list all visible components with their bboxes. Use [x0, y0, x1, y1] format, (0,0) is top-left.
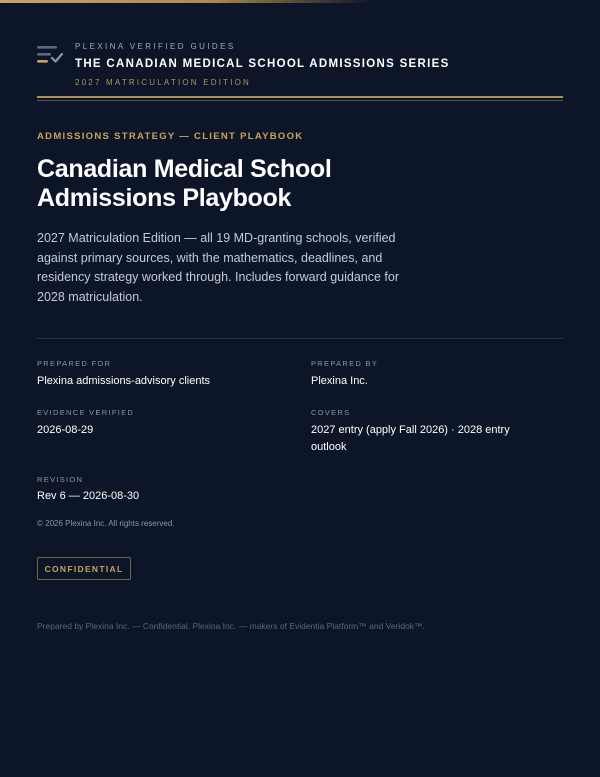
edition-label: 2027 MATRICULATION EDITION — [75, 78, 252, 87]
confidential-badge: CONFIDENTIAL — [37, 557, 131, 580]
series-title: THE CANADIAN MEDICAL SCHOOL ADMISSIONS SERIES — [75, 58, 450, 70]
revision-value: Rev 6 — 2026-08-30 — [37, 490, 140, 502]
covers-label: COVERS — [311, 408, 351, 417]
evidence-verified-value: 2026-08-29 — [37, 424, 94, 436]
revision-label: REVISION — [37, 475, 84, 484]
top-accent-bar — [0, 0, 600, 3]
prepared-for-value: Plexina admissions-advisory clients — [37, 375, 211, 387]
footer-note: Prepared by Plexina Inc. — Confidential. Plexina Inc. — makers of Evidentia Platform™ and Veridok™. — [37, 621, 425, 631]
section-divider — [37, 338, 563, 339]
document-title: Canadian Medical School Admissions Playbook — [37, 155, 332, 212]
covers-value: 2027 entry (apply Fall 2026) · 2028 entry outlook — [311, 424, 510, 453]
prepared-by-label: PREPARED BY — [311, 359, 379, 368]
document-eyebrow: ADMISSIONS STRATEGY — CLIENT PLAYBOOK — [37, 131, 304, 142]
prepared-for-label: PREPARED FOR — [37, 359, 112, 368]
document-lede: 2027 Matriculation Edition — all 19 MD-granting schools, verified against primary sources, with the mathematics, deadlines, and residency strategy worked through. Includes forward guidance for 2028 matriculation. — [37, 231, 399, 305]
series-kicker: PLEXINA VERIFIED GUIDES — [75, 42, 236, 51]
copyright-notice: © 2026 Plexina Inc. All rights reserved. — [37, 519, 175, 528]
evidence-verified-label: EVIDENCE VERIFIED — [37, 408, 135, 417]
list-check-icon — [37, 44, 63, 64]
prepared-by-value: Plexina Inc. — [311, 375, 368, 387]
header-rule — [37, 96, 563, 101]
